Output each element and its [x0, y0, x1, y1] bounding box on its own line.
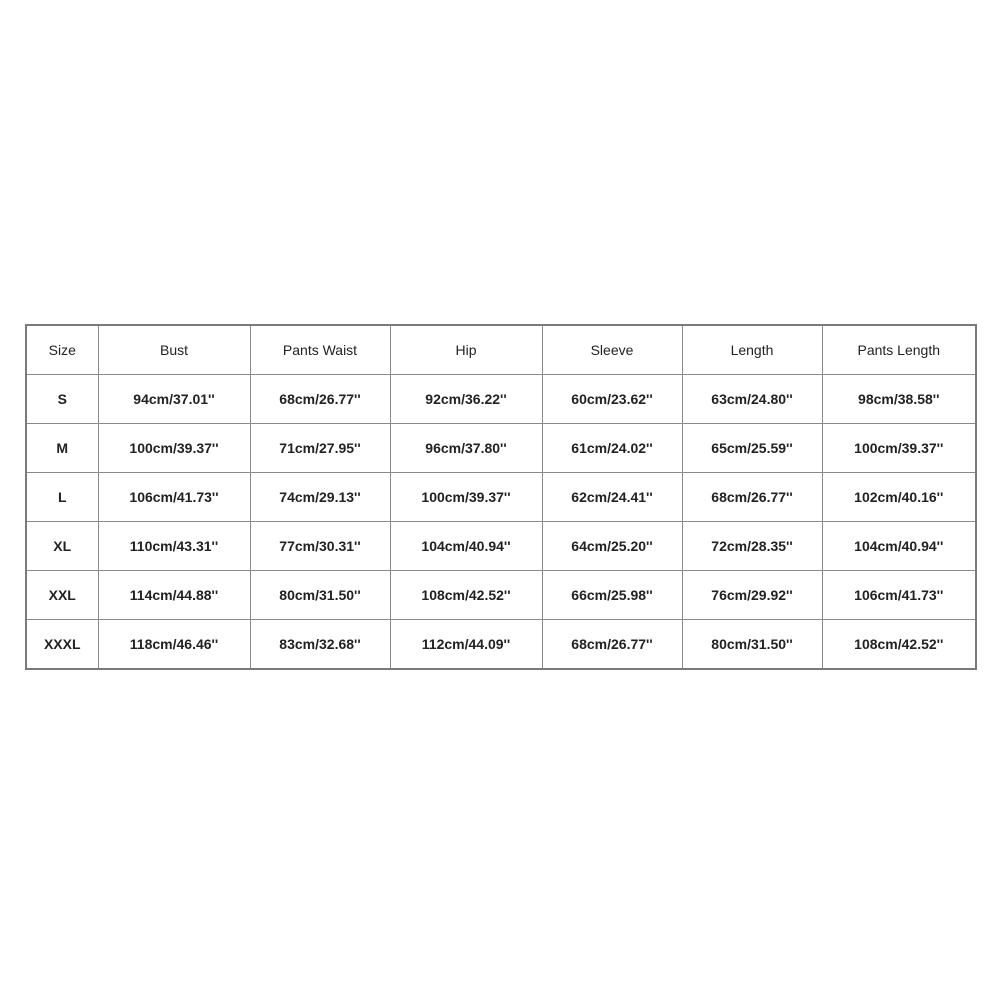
cell-pants-length: 108cm/42.52'' — [822, 620, 976, 670]
table-row — [26, 424, 976, 473]
cell-sleeve: 66cm/25.98'' — [542, 571, 682, 620]
cell-hip: 108cm/42.52'' — [390, 571, 542, 620]
table-row — [26, 620, 976, 670]
cell-pants-length: 102cm/40.16'' — [822, 473, 976, 522]
cell-length: 76cm/29.92'' — [682, 571, 822, 620]
cell-hip: 92cm/36.22'' — [390, 375, 542, 424]
header-pants-length: Pants Length — [822, 325, 976, 375]
header-sleeve: Sleeve — [542, 325, 682, 375]
cell-pants-length: 100cm/39.37'' — [822, 424, 976, 473]
table-row — [26, 571, 976, 620]
cell-hip: 104cm/40.94'' — [390, 522, 542, 571]
cell-sleeve: 60cm/23.62'' — [542, 375, 682, 424]
cell-pants-waist: 83cm/32.68'' — [250, 620, 390, 670]
cell-length: 72cm/28.35'' — [682, 522, 822, 571]
cell-sleeve: 64cm/25.20'' — [542, 522, 682, 571]
size-chart-table — [25, 324, 977, 670]
header-size: Size — [26, 325, 98, 375]
cell-length: 65cm/25.59'' — [682, 424, 822, 473]
cell-sleeve: 61cm/24.02'' — [542, 424, 682, 473]
header-row — [26, 325, 976, 375]
cell-bust: 100cm/39.37'' — [98, 424, 250, 473]
cell-bust: 118cm/46.46'' — [98, 620, 250, 670]
cell-sleeve: 62cm/24.41'' — [542, 473, 682, 522]
cell-size: XXL — [26, 571, 98, 620]
cell-bust: 110cm/43.31'' — [98, 522, 250, 571]
table-row — [26, 473, 976, 522]
header-length: Length — [682, 325, 822, 375]
cell-pants-length: 106cm/41.73'' — [822, 571, 976, 620]
cell-pants-waist: 80cm/31.50'' — [250, 571, 390, 620]
cell-length: 63cm/24.80'' — [682, 375, 822, 424]
cell-pants-waist: 74cm/29.13'' — [250, 473, 390, 522]
cell-bust: 114cm/44.88'' — [98, 571, 250, 620]
cell-pants-waist: 71cm/27.95'' — [250, 424, 390, 473]
cell-pants-waist: 68cm/26.77'' — [250, 375, 390, 424]
cell-size: XL — [26, 522, 98, 571]
cell-bust: 106cm/41.73'' — [98, 473, 250, 522]
header-hip: Hip — [390, 325, 542, 375]
cell-pants-length: 98cm/38.58'' — [822, 375, 976, 424]
cell-sleeve: 68cm/26.77'' — [542, 620, 682, 670]
cell-length: 80cm/31.50'' — [682, 620, 822, 670]
cell-size: M — [26, 424, 98, 473]
cell-size: XXXL — [26, 620, 98, 670]
cell-length: 68cm/26.77'' — [682, 473, 822, 522]
cell-hip: 100cm/39.37'' — [390, 473, 542, 522]
header-bust: Bust — [98, 325, 250, 375]
cell-hip: 96cm/37.80'' — [390, 424, 542, 473]
cell-pants-length: 104cm/40.94'' — [822, 522, 976, 571]
cell-pants-waist: 77cm/30.31'' — [250, 522, 390, 571]
table-row — [26, 375, 976, 424]
header-pants-waist: Pants Waist — [250, 325, 390, 375]
cell-size: L — [26, 473, 98, 522]
cell-bust: 94cm/37.01'' — [98, 375, 250, 424]
cell-size: S — [26, 375, 98, 424]
cell-hip: 112cm/44.09'' — [390, 620, 542, 670]
table-row — [26, 522, 976, 571]
